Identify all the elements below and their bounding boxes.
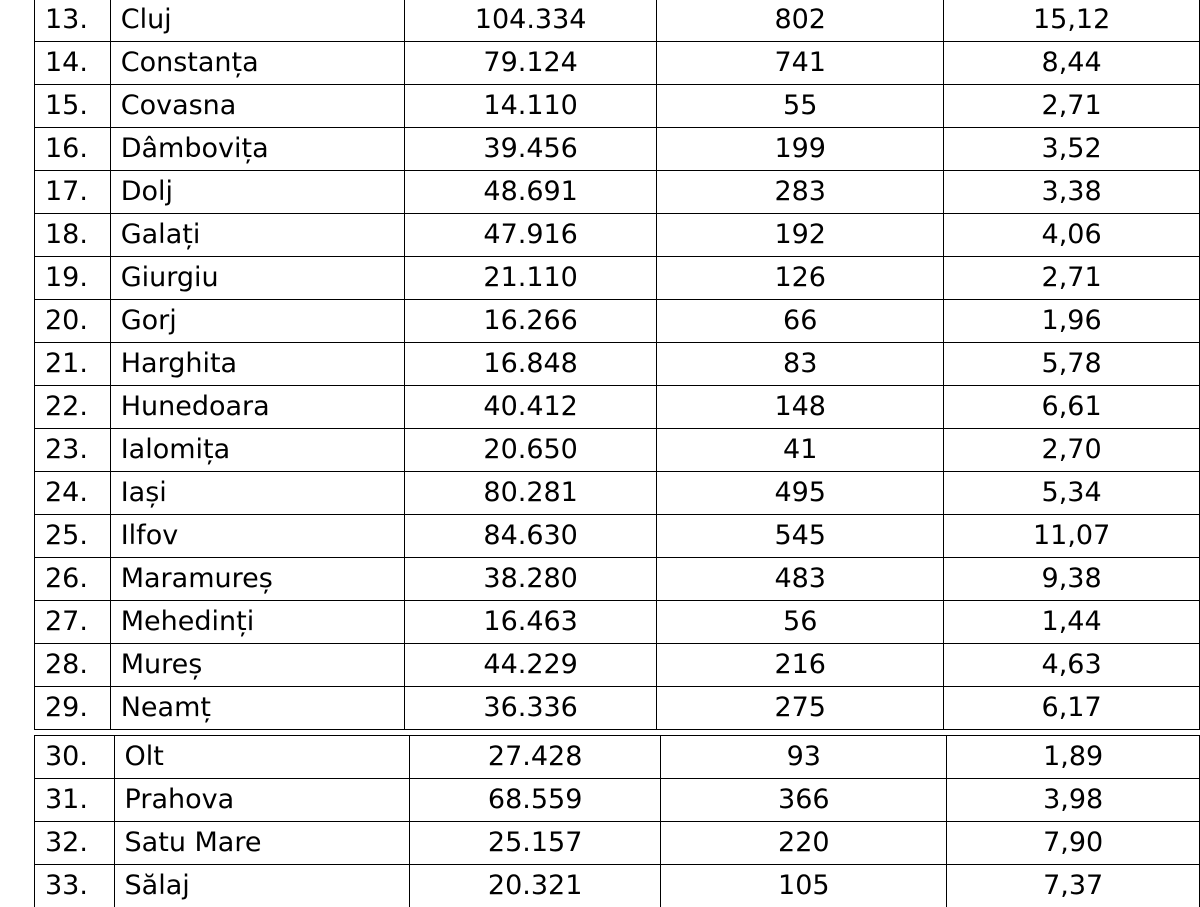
value-3-cell: 7,90 bbox=[947, 822, 1200, 865]
value-1-cell: 27.428 bbox=[410, 736, 661, 779]
value-3-cell: 5,34 bbox=[944, 472, 1200, 515]
county-name-cell: Mehedinți bbox=[110, 601, 404, 644]
value-2-cell: 545 bbox=[657, 515, 944, 558]
value-2-cell: 93 bbox=[661, 736, 947, 779]
row-number-cell: 21. bbox=[35, 343, 111, 386]
table-row bbox=[35, 257, 1200, 300]
county-name-cell: Harghita bbox=[110, 343, 404, 386]
table-row bbox=[35, 0, 1200, 42]
county-name-cell: Gorj bbox=[110, 300, 404, 343]
row-number-cell: 20. bbox=[35, 300, 111, 343]
value-2-cell: 495 bbox=[657, 472, 944, 515]
value-3-cell: 2,70 bbox=[944, 429, 1200, 472]
value-2-cell: 148 bbox=[657, 386, 944, 429]
value-3-cell: 9,38 bbox=[944, 558, 1200, 601]
value-3-cell: 5,78 bbox=[944, 343, 1200, 386]
county-name-cell: Prahova bbox=[114, 779, 409, 822]
value-3-cell: 3,38 bbox=[944, 171, 1200, 214]
value-3-cell: 8,44 bbox=[944, 42, 1200, 85]
table-row bbox=[35, 736, 1200, 779]
value-2-cell: 199 bbox=[657, 128, 944, 171]
row-number-cell: 27. bbox=[35, 601, 111, 644]
value-2-cell: 366 bbox=[661, 779, 947, 822]
row-number-cell: 33. bbox=[35, 865, 115, 907]
value-3-cell: 3,98 bbox=[947, 779, 1200, 822]
county-name-cell: Satu Mare bbox=[114, 822, 409, 865]
value-2-cell: 83 bbox=[657, 343, 944, 386]
county-name-cell: Sălaj bbox=[114, 865, 409, 907]
value-1-cell: 47.916 bbox=[405, 214, 657, 257]
value-1-cell: 79.124 bbox=[405, 42, 657, 85]
value-3-cell: 11,07 bbox=[944, 515, 1200, 558]
value-2-cell: 105 bbox=[661, 865, 947, 907]
row-number-cell: 14. bbox=[35, 42, 111, 85]
value-2-cell: 216 bbox=[657, 644, 944, 687]
value-3-cell: 1,89 bbox=[947, 736, 1200, 779]
value-1-cell: 14.110 bbox=[405, 85, 657, 128]
value-3-cell: 7,37 bbox=[947, 865, 1200, 907]
value-3-cell: 1,44 bbox=[944, 601, 1200, 644]
value-1-cell: 16.848 bbox=[405, 343, 657, 386]
value-1-cell: 44.229 bbox=[405, 644, 657, 687]
value-3-cell: 3,52 bbox=[944, 128, 1200, 171]
row-number-cell: 17. bbox=[35, 171, 111, 214]
table-row bbox=[35, 214, 1200, 257]
value-2-cell: 220 bbox=[661, 822, 947, 865]
county-name-cell: Dolj bbox=[110, 171, 404, 214]
value-1-cell: 40.412 bbox=[405, 386, 657, 429]
value-2-cell: 55 bbox=[657, 85, 944, 128]
row-number-cell: 30. bbox=[35, 736, 115, 779]
county-name-cell: Hunedoara bbox=[110, 386, 404, 429]
row-number-cell: 15. bbox=[35, 85, 111, 128]
county-name-cell: Giurgiu bbox=[110, 257, 404, 300]
value-1-cell: 36.336 bbox=[405, 687, 657, 730]
value-3-cell: 6,61 bbox=[944, 386, 1200, 429]
value-1-cell: 80.281 bbox=[405, 472, 657, 515]
table-row bbox=[35, 822, 1200, 865]
value-3-cell: 1,96 bbox=[944, 300, 1200, 343]
county-name-cell: Mureș bbox=[110, 644, 404, 687]
row-number-cell: 24. bbox=[35, 472, 111, 515]
value-3-cell: 6,17 bbox=[944, 687, 1200, 730]
value-2-cell: 283 bbox=[657, 171, 944, 214]
row-number-cell: 19. bbox=[35, 257, 111, 300]
row-number-cell: 18. bbox=[35, 214, 111, 257]
table-row bbox=[35, 472, 1200, 515]
value-2-cell: 66 bbox=[657, 300, 944, 343]
county-table-part-1 bbox=[34, 0, 1200, 730]
county-name-cell: Covasna bbox=[110, 85, 404, 128]
table-row bbox=[35, 515, 1200, 558]
table-row bbox=[35, 85, 1200, 128]
value-1-cell: 20.321 bbox=[410, 865, 661, 907]
value-2-cell: 56 bbox=[657, 601, 944, 644]
value-1-cell: 16.463 bbox=[405, 601, 657, 644]
table-row bbox=[35, 865, 1200, 907]
value-1-cell: 21.110 bbox=[405, 257, 657, 300]
value-1-cell: 104.334 bbox=[405, 0, 657, 42]
table-row bbox=[35, 601, 1200, 644]
county-name-cell: Iași bbox=[110, 472, 404, 515]
row-number-cell: 23. bbox=[35, 429, 111, 472]
county-table-part-2-body bbox=[35, 736, 1200, 907]
value-1-cell: 16.266 bbox=[405, 300, 657, 343]
value-1-cell: 25.157 bbox=[410, 822, 661, 865]
row-number-cell: 13. bbox=[35, 0, 111, 42]
value-2-cell: 275 bbox=[657, 687, 944, 730]
value-3-cell: 2,71 bbox=[944, 257, 1200, 300]
table-row bbox=[35, 300, 1200, 343]
table-row bbox=[35, 171, 1200, 214]
county-name-cell: Constanța bbox=[110, 42, 404, 85]
row-number-cell: 26. bbox=[35, 558, 111, 601]
value-2-cell: 483 bbox=[657, 558, 944, 601]
value-2-cell: 741 bbox=[657, 42, 944, 85]
value-3-cell: 4,63 bbox=[944, 644, 1200, 687]
value-1-cell: 84.630 bbox=[405, 515, 657, 558]
table-row bbox=[35, 429, 1200, 472]
value-2-cell: 41 bbox=[657, 429, 944, 472]
row-number-cell: 31. bbox=[35, 779, 115, 822]
row-number-cell: 29. bbox=[35, 687, 111, 730]
table-row bbox=[35, 779, 1200, 822]
table-row bbox=[35, 343, 1200, 386]
county-table-part-2 bbox=[34, 735, 1200, 907]
county-name-cell: Olt bbox=[114, 736, 409, 779]
row-number-cell: 22. bbox=[35, 386, 111, 429]
table-row bbox=[35, 644, 1200, 687]
county-table-part-1-body bbox=[35, 0, 1200, 730]
county-name-cell: Galați bbox=[110, 214, 404, 257]
row-number-cell: 25. bbox=[35, 515, 111, 558]
table-row bbox=[35, 128, 1200, 171]
table-row bbox=[35, 386, 1200, 429]
row-number-cell: 32. bbox=[35, 822, 115, 865]
county-name-cell: Ialomița bbox=[110, 429, 404, 472]
value-2-cell: 126 bbox=[657, 257, 944, 300]
table-row bbox=[35, 687, 1200, 730]
row-number-cell: 28. bbox=[35, 644, 111, 687]
value-1-cell: 68.559 bbox=[410, 779, 661, 822]
county-name-cell: Ilfov bbox=[110, 515, 404, 558]
table-row bbox=[35, 42, 1200, 85]
value-1-cell: 39.456 bbox=[405, 128, 657, 171]
county-name-cell: Cluj bbox=[110, 0, 404, 42]
value-3-cell: 2,71 bbox=[944, 85, 1200, 128]
county-name-cell: Dâmbovița bbox=[110, 128, 404, 171]
county-name-cell: Neamț bbox=[110, 687, 404, 730]
value-3-cell: 15,12 bbox=[944, 0, 1200, 42]
table-row bbox=[35, 558, 1200, 601]
county-name-cell: Maramureș bbox=[110, 558, 404, 601]
value-2-cell: 802 bbox=[657, 0, 944, 42]
value-2-cell: 192 bbox=[657, 214, 944, 257]
value-1-cell: 20.650 bbox=[405, 429, 657, 472]
value-3-cell: 4,06 bbox=[944, 214, 1200, 257]
value-1-cell: 48.691 bbox=[405, 171, 657, 214]
row-number-cell: 16. bbox=[35, 128, 111, 171]
value-1-cell: 38.280 bbox=[405, 558, 657, 601]
